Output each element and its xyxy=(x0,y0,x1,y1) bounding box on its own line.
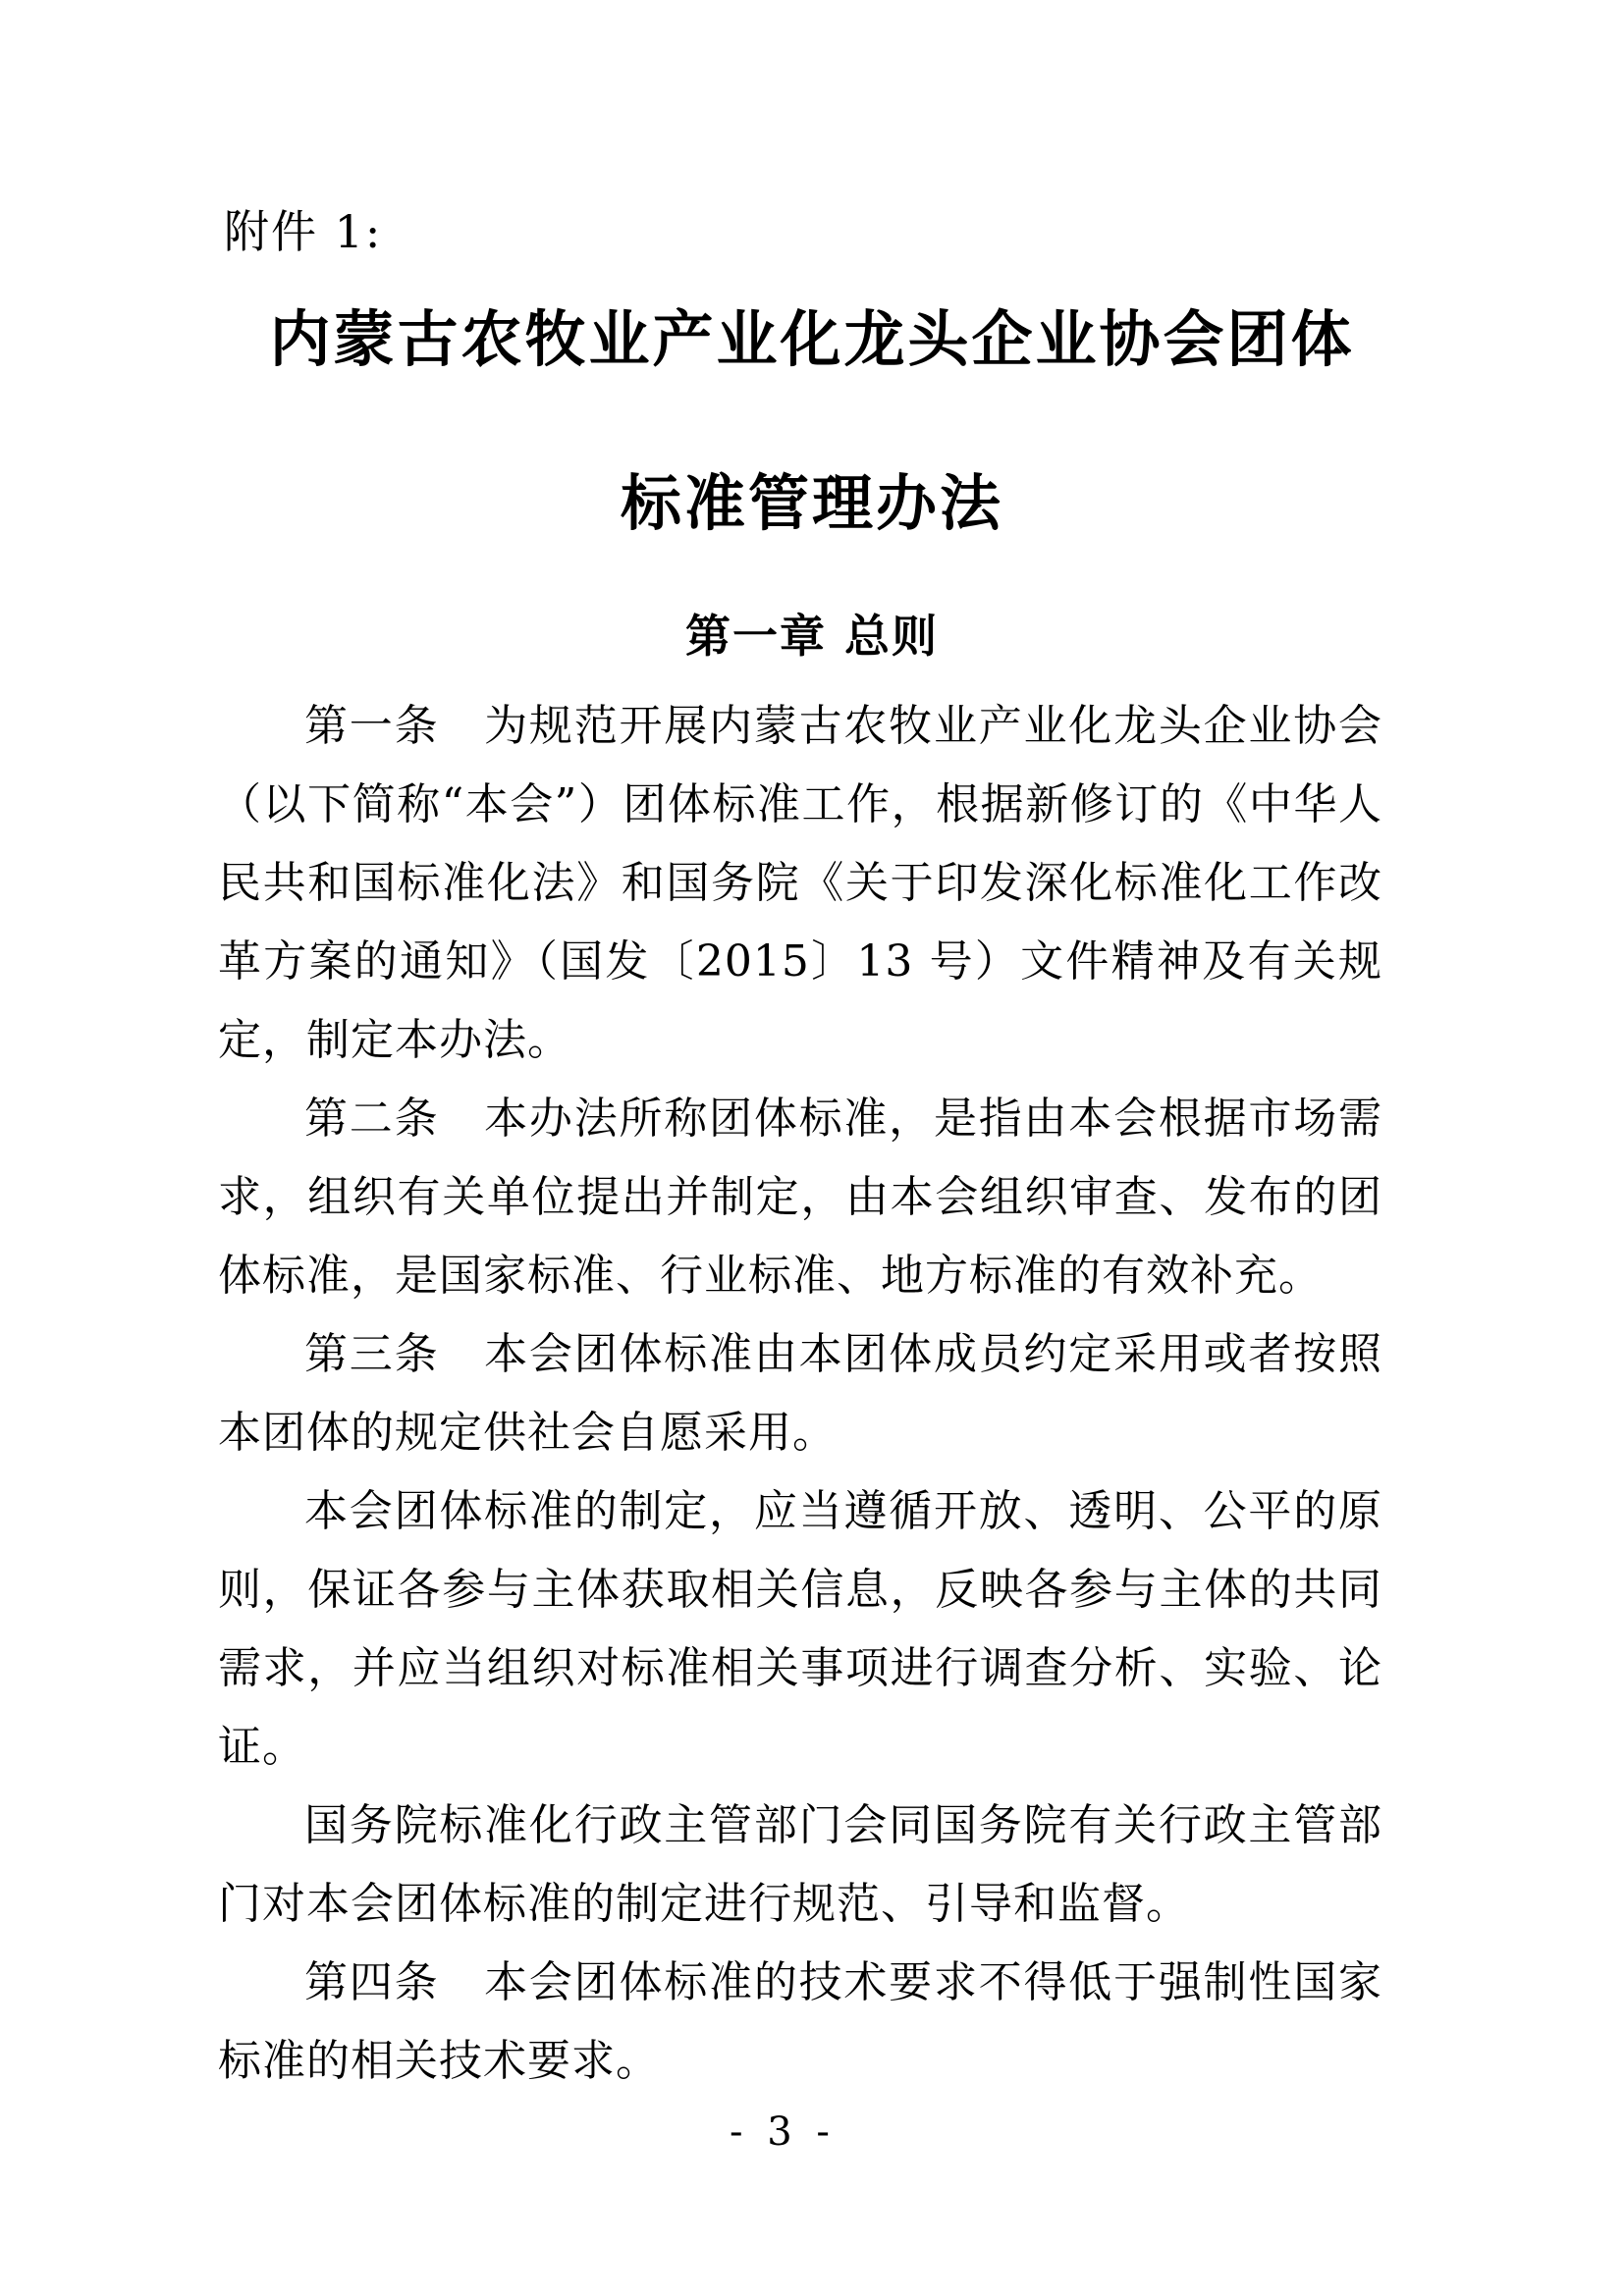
chapter-heading: 第一章 总则 xyxy=(684,610,939,663)
paragraph-state-council: 国务院标准化行政主管部门会同国务院有关行政主管部门对本会团体标准的制定进行规范、引导和监督。 xyxy=(218,1800,1382,1929)
document-title-line1: 内蒙古农牧业产业化龙头企业协会团体 xyxy=(269,303,1355,375)
paragraph-article-3: 第三条 本会团体标准由本团体成员约定采用或者按照本团体的规定供社会自愿采用。 xyxy=(218,1329,1382,1458)
document-body xyxy=(218,687,1382,2101)
page-number: - 3 - xyxy=(730,2109,836,2155)
document-title-line2: 标准管理办法 xyxy=(620,467,1003,539)
paragraph-article-3-continued: 本会团体标准的制定，应当遵循开放、透明、公平的原则，保证各参与主体获取相关信息，反映各参与主体的共同需求，并应当组织对标准相关事项进行调查分析、实验、论证。 xyxy=(218,1486,1382,1772)
paragraph-article-1: 第一条 为规范开展内蒙古农牧业产业化龙头企业协会（以下简称“本会”）团体标准工作，根据新修订的《中华人民共和国标准化法》和国务院《关于印发深化标准化工作改革方案的通知》（国发〔2015〕13 号）文件精神及有关规定，制定本办法。 xyxy=(218,701,1382,1065)
paragraph-article-2: 第二条 本办法所称团体标准，是指由本会根据市场需求，组织有关单位提出并制定，由本会组织审查、发布的团体标准，是国家标准、行业标准、地方标准的有效补充。 xyxy=(218,1094,1382,1301)
paragraph-article-4: 第四条 本会团体标准的技术要求不得低于强制性国家标准的相关技术要求。 xyxy=(218,1957,1382,2086)
attachment-label: 附件 1: xyxy=(224,205,383,258)
